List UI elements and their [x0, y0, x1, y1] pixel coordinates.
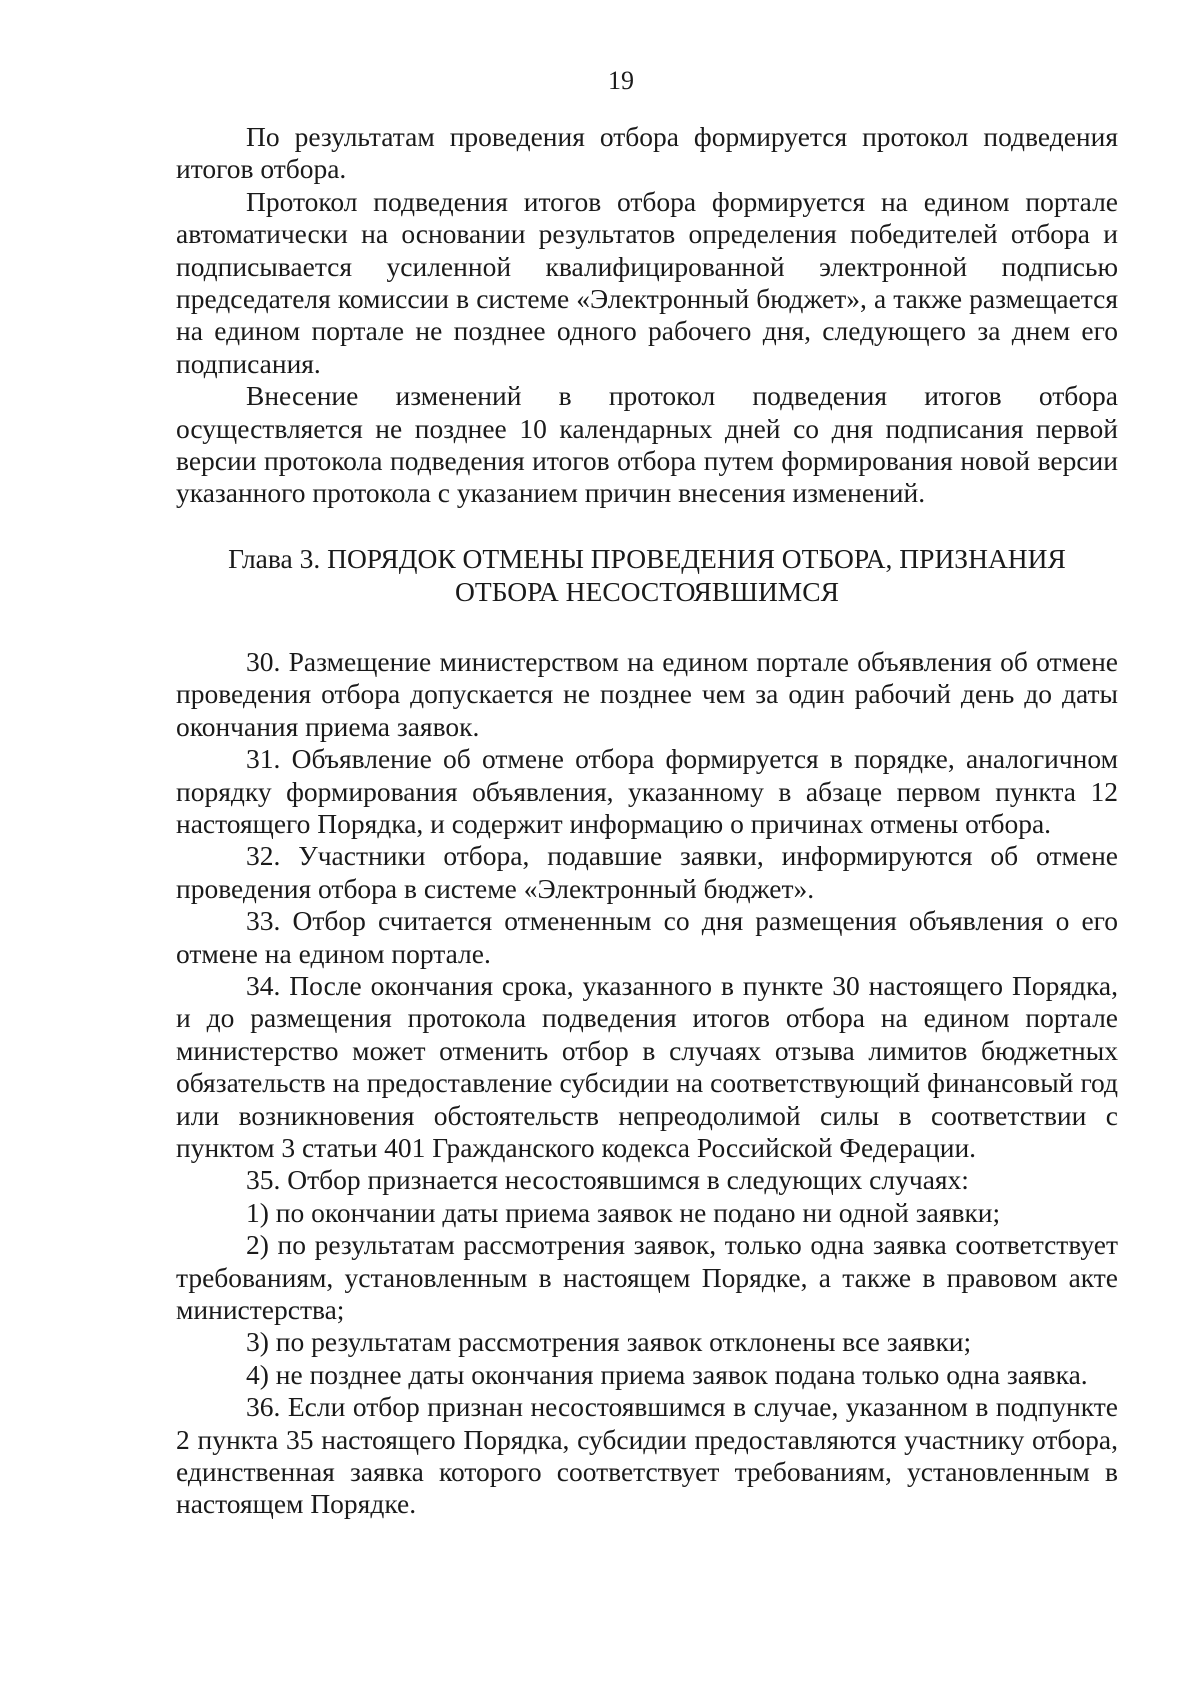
paragraph-item-35-sub-1: 1) по окончании даты приема заявок не подано ни одной заявки; [246, 1196, 1001, 1228]
paragraph-item-35-sub-2: 2) по результатам рассмотрения заявок, только одна заявка соответствует требованиям, установленным в настоящем Порядке, а также в правовом акте министерства; [176, 1229, 1118, 1325]
paragraph-item-35: 35. Отбор признается несостоявшимся в следующих случаях: [246, 1164, 969, 1196]
page-number: 19 [608, 66, 634, 95]
paragraph-item-35-sub-4: 4) не позднее даты окончания приема заявок подана только одна заявка. [246, 1358, 1088, 1390]
chapter-heading-line-2: ОТБОРА НЕСОСТОЯВШИМСЯ [455, 575, 839, 607]
paragraph-protocol-formation: По результатам проведения отбора формируется протокол подведения итогов отбора. [176, 121, 1118, 185]
document-body [176, 121, 1118, 1521]
paragraph-item-35-sub-3: 3) по результатам рассмотрения заявок отклонены все заявки; [246, 1326, 972, 1358]
paragraph-protocol-signing: Протокол подведения итогов отбора формируется на едином портале автоматически на основании результатов определения победителей отбора и подписывается усиленной квалифицированной электронной подписью председателя комиссии в системе «Электронный бюджет», а также размещается на едином портале не позднее одного рабочего дня, следующего за днем его подписания. [176, 185, 1118, 379]
paragraph-item-30: 30. Размещение министерством на едином портале объявления об отмене проведения отбора допускается не позднее чем за один рабочий день до даты окончания приема заявок. [176, 645, 1118, 742]
paragraph-protocol-changes: Внесение изменений в протокол подведения итогов отбора осуществляется не позднее 10 календарных дней со дня подписания первой версии протокола подведения итогов отбора путем формирования новой версии указанного протокола с указанием причин внесения изменений. [176, 380, 1118, 509]
paragraph-item-36: 36. Если отбор признан несостоявшимся в случае, указанном в подпункте 2 пункта 35 настоящего Порядка, субсидии предоставляются участнику отбора, единственная заявка которого соответствует требованиям, установленным в настоящем Порядке. [176, 1391, 1118, 1520]
paragraph-item-34: 34. После окончания срока, указанного в пункте 30 настоящего Порядка, и до размещения протокола подведения итогов отбора на едином портале министерство может отменить отбор в случаях отзыва лимитов бюджетных обязательств на предоставление субсидии на соответствующий финансовый год или возникновения обстоятельств непреодолимой силы в соответствии с пунктом 3 статьи 401 Гражданского кодекса Российской Федерации. [176, 969, 1118, 1163]
paragraph-item-31: 31. Объявление об отмене отбора формируется в порядке, аналогичном порядку формирования объявления, указанному в абзаце первом пункта 12 настоящего Порядка, и содержит информацию о причинах отмены отбора. [176, 743, 1118, 839]
paragraph-item-33: 33. Отбор считается отмененным со дня размещения объявления о его отмене на едином портале. [176, 905, 1118, 969]
chapter-heading [176, 542, 1118, 608]
paragraph-item-32: 32. Участники отбора, подавшие заявки, информируются об отмене проведения отбора в системе «Электронный бюджет». [176, 840, 1118, 904]
chapter-heading-line-1: Глава 3. ПОРЯДОК ОТМЕНЫ ПРОВЕДЕНИЯ ОТБОРА, ПРИЗНАНИЯ [228, 542, 1066, 574]
